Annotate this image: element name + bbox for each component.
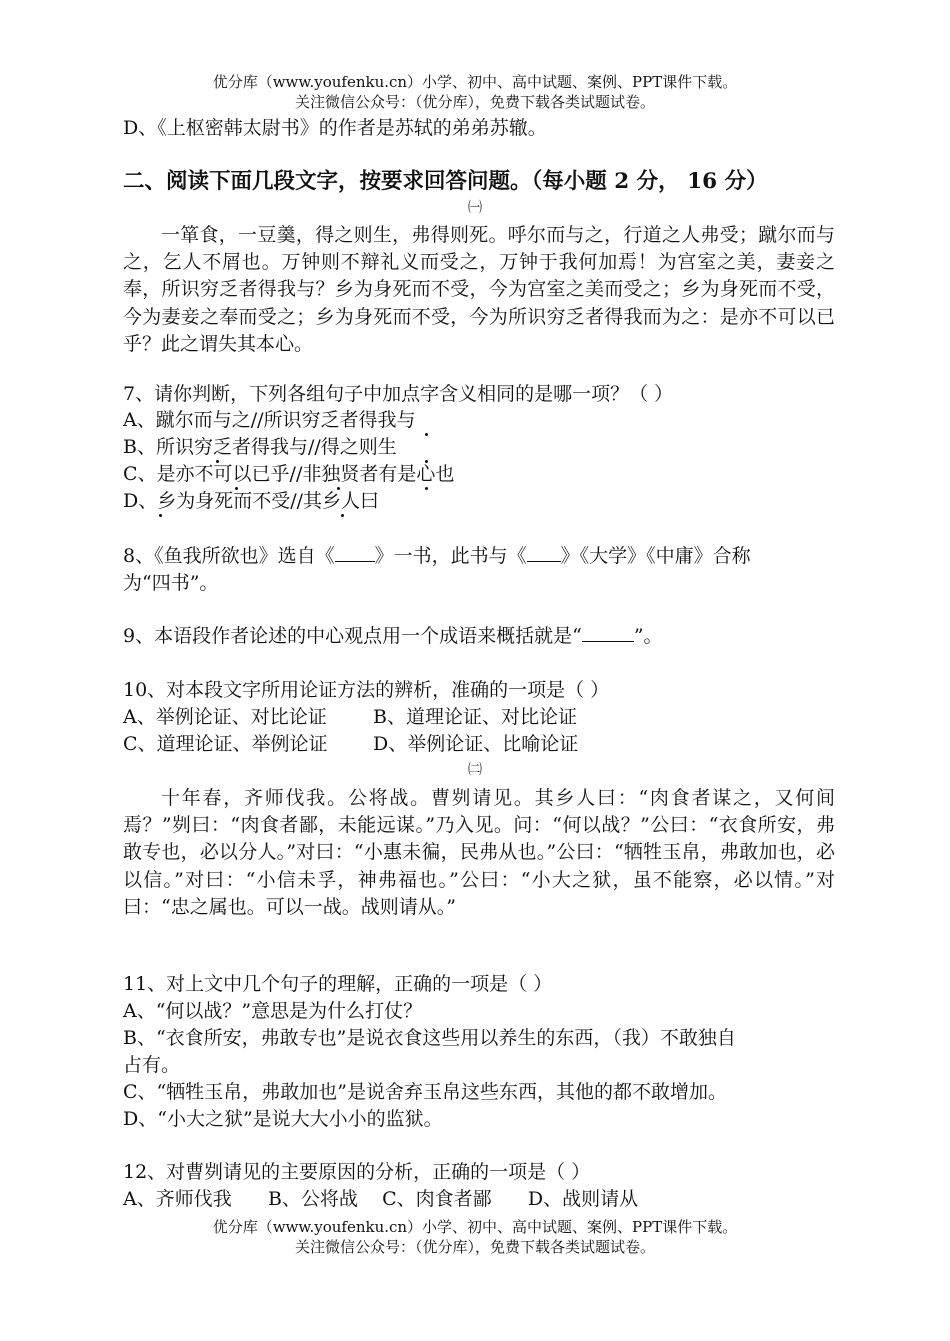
emphasis-dot	[337, 487, 340, 490]
question-7-option-c: C、是亦不可以已乎//非独贤者有是心也	[123, 463, 455, 485]
question-7-option-d: D、乡为身死而不受//其乡人曰	[123, 490, 380, 512]
part-2-marker: ㈡	[468, 762, 482, 778]
part-1-marker: ㈠	[468, 200, 482, 216]
question-7-option-a: A、蹴尔而与之//所识穷乏者得我与	[123, 409, 416, 431]
question-8-text-a: 8、《鱼我所欲也》选自《	[123, 545, 335, 567]
question-12-options: A、齐师伐我 B、公将战 C、肉食者鄙 D、战则请从	[123, 1188, 639, 1210]
header-line-1: 优分库（www.youfenku.cn）小学、初中、高中试题、案例、PPT课件下载。	[212, 73, 738, 91]
question-11-option-b-line-1: B、“衣食所安，弗敢专也”是说衣食这些用以养生的东西，（我）不敢独自	[123, 1027, 736, 1049]
question-11-stem: 11、对上文中几个句子的理解，正确的一项是（ ）	[123, 973, 553, 995]
question-10-stem: 10、对本段文字所用论证方法的辨析，准确的一项是（ ）	[123, 679, 610, 701]
question-10-option-a: A、举例论证、对比论证	[123, 706, 327, 728]
question-7-stem: 7、请你判断，下列各组句子中加点字含义相同的是哪一项？（ ）	[123, 383, 674, 405]
question-8-blank-1[interactable]	[335, 543, 375, 562]
emphasis-dot	[159, 514, 162, 517]
question-11-option-b-line-2: 占有。	[123, 1054, 181, 1076]
question-11-option-c: C、“牺牲玉帛，弗敢加也”是说舍弃玉帛这些东西，其他的都不敢增加。	[123, 1081, 727, 1103]
question-11-option-a: A、“何以战？”意思是为什么打仗？	[123, 1000, 423, 1022]
emphasis-dot	[235, 487, 238, 490]
passage-2: 十年春，齐师伐我。公将战。曹刿请见。其乡人曰：“肉食者谋之，又何间焉？”刿曰：“肉食者鄙，未能远谋。”乃入见。问：“何以战？”公曰：“衣食所安，弗敢专也，必以分人。”对曰：“小惠未徧，民弗从也。”公曰：“牺牲玉帛，弗敢加也，必以信。”对曰：“小信未孚，神弗福也。”公曰：“小大之狱，虽不能察，必以情。”对曰：“忠之属也。可以一战。战则请从。”	[123, 787, 835, 918]
question-8-blank-2[interactable]	[527, 543, 561, 562]
question-12-stem: 12、对曹刿请见的主要原因的分析，正确的一项是（ ）	[123, 1161, 591, 1183]
question-10-option-c: C、道理论证、举例论证	[123, 733, 328, 755]
header-line-2: 关注微信公众号：（优分库），免费下载各类试题试卷。	[294, 93, 655, 111]
section-2-title: 二、阅读下面几段文字，按要求回答问题。（每小题 2 分， 16 分）	[123, 169, 768, 194]
question-9-blank[interactable]	[582, 623, 634, 642]
question-8-text-c: 》《大学》《中庸》合称	[560, 545, 751, 567]
question-8-line-1	[123, 543, 751, 569]
question-9-text-b: ”。	[633, 625, 663, 647]
passage-1: 一箪食，一豆羹，得之则生，弗得则死。呼尔而与之，行道之人弗受；蹴尔而与之，乞人不屑也。万钟则不辩礼义而受之，万钟于我何加焉！为宫室之美，妻妾之奉，所识穷乏者得我与？乡为身死而不受，今为宫室之美而受之；乡为身死而不受，今为妻妾之奉而受之；乡为身死而不受，今为所识穷乏者得我而为之：是亦不可以已乎？此之谓失其本心。	[123, 224, 835, 355]
emphasis-dot	[216, 460, 219, 463]
emphasis-dot	[425, 487, 428, 490]
question-8-line-2: 为“四书”。	[123, 572, 219, 594]
question-8-text-b: 》一书，此书与《	[374, 545, 527, 567]
question-7-option-b: B、所识穷乏者得我与//得之则生	[123, 436, 397, 458]
question-9	[123, 623, 663, 649]
question-10-option-d: D、举例论证、比喻论证	[373, 733, 579, 755]
question-10-option-b: B、道理论证、对比论证	[373, 706, 577, 728]
emphasis-dot	[425, 460, 428, 463]
question-11-option-d: D、“小大之狱”是说大大小小的监狱。	[123, 1108, 443, 1130]
footer-line-1: 优分库（www.youfenku.cn）小学、初中、高中试题、案例、PPT课件下载。	[212, 1218, 738, 1236]
previous-question-option-d: D、《上枢密韩太尉书》的作者是苏轼的弟弟苏辙。	[123, 117, 547, 139]
emphasis-dot	[341, 514, 344, 517]
footer-line-2: 关注微信公众号：（优分库），免费下载各类试题试卷。	[294, 1238, 655, 1256]
question-9-text-a: 9、本语段作者论述的中心观点用一个成语来概括就是“	[123, 625, 582, 647]
emphasis-dot	[425, 433, 428, 436]
